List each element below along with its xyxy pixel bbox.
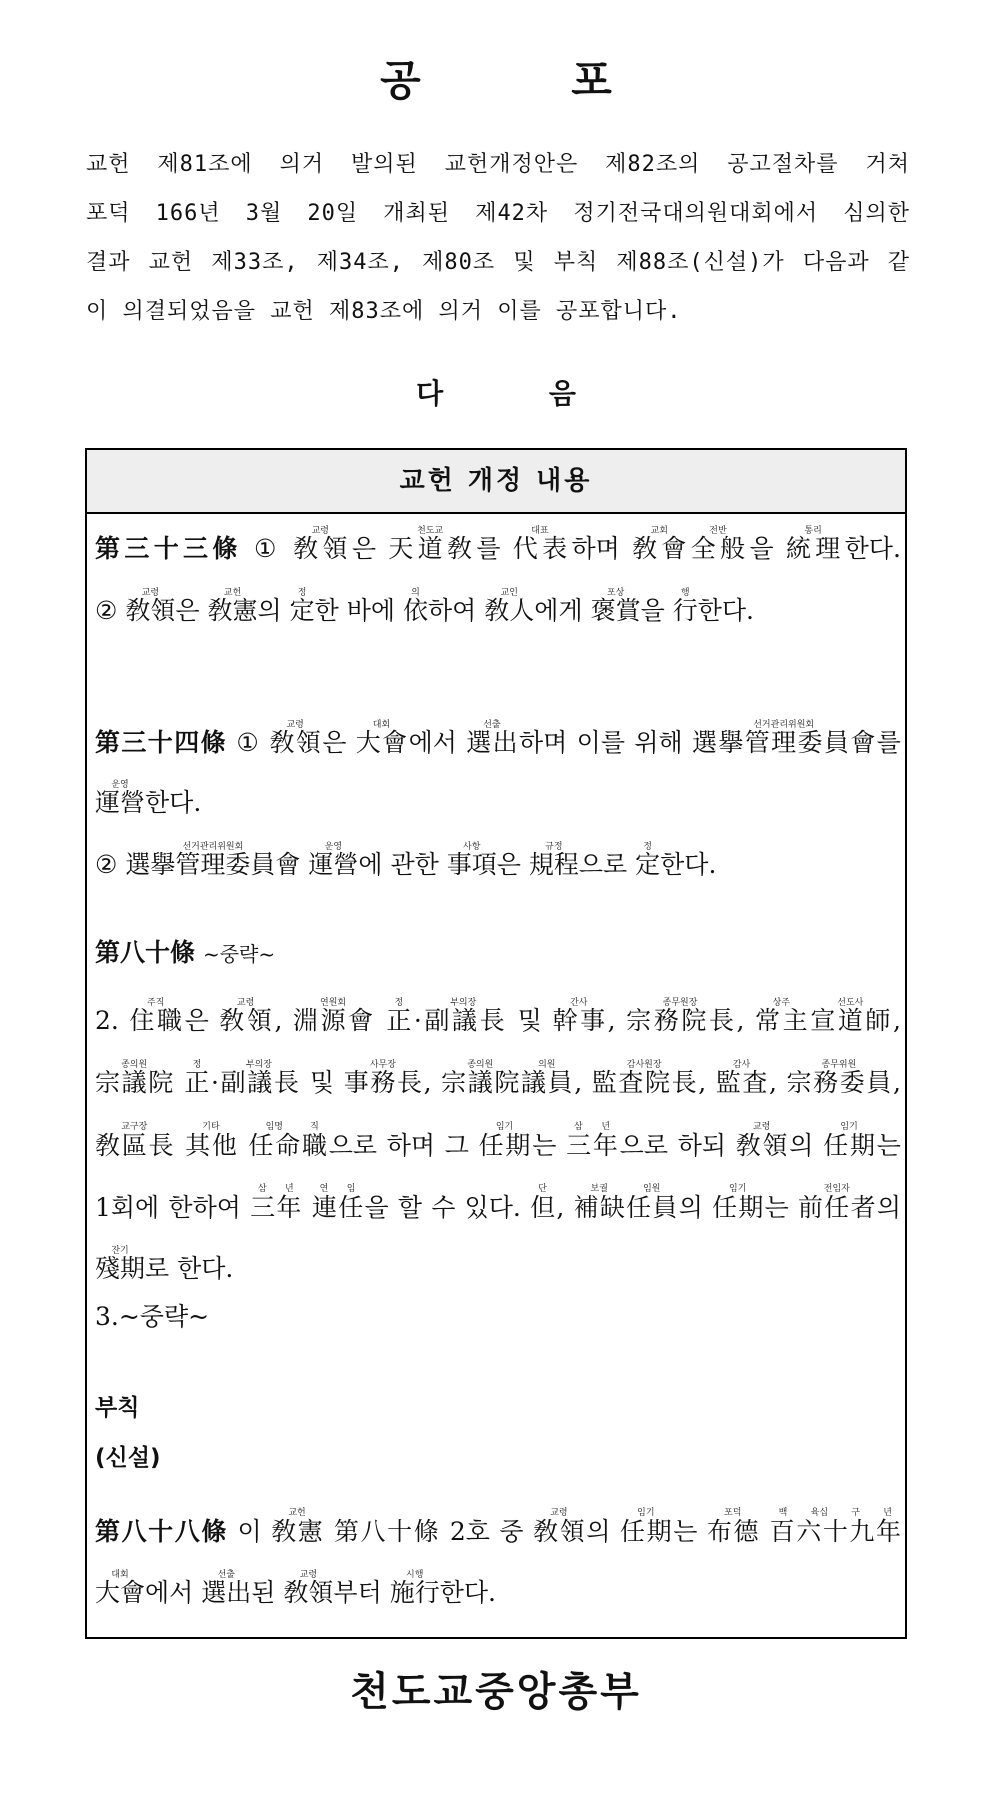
article-34-line-1: 第三十四條 ① 敎領교령은 大會대회에서 選出선출하며 이를 위해 選擧管理委員會선거관리위원회를 bbox=[95, 720, 901, 757]
article-34-heading: 第三十四條 bbox=[95, 728, 227, 757]
amendment-box-header: 교헌 개정 내용 bbox=[87, 450, 905, 514]
amendment-box bbox=[85, 448, 907, 1639]
supplementary-subheading: (신설) bbox=[95, 1445, 161, 1471]
article-88-heading: 第八十八條 bbox=[95, 1517, 228, 1546]
supplementary-heading: 부칙 bbox=[95, 1395, 140, 1421]
supplementary-heading-line bbox=[95, 1392, 901, 1423]
circled-number: ② bbox=[95, 850, 118, 879]
supplementary-subheading-line bbox=[95, 1442, 901, 1473]
intro-line: 이 의결되었음을 교헌 제83조에 의거 이를 공포합니다. bbox=[86, 299, 682, 324]
page-title: 공 포 bbox=[380, 56, 680, 105]
subtitle: 다 음 bbox=[416, 377, 624, 410]
article-80-line-6: 3.~중략~ bbox=[95, 1302, 210, 1331]
article-80-line-3: 敎區長교구장 其他기타 任命임명職직으로 하며 그 任期임기는 三年삼 년으로 하되 敎領교령의 任期임기는 bbox=[95, 1122, 901, 1160]
intro-line: 포덕 166년 3월 20일 개최된 제42차 정기전국대의원대회에서 심의한 bbox=[86, 201, 910, 226]
intro-paragraph bbox=[86, 140, 910, 336]
article-34-line-2: 運營운영한다. bbox=[95, 780, 202, 817]
article-80-line-2: 宗議院종의원 正정·副議長부의장 및 事務長사무장, 宗議院종의원議員의원, 監査院長감사원장, 監査감사, 宗務委員종무위원, bbox=[95, 1060, 901, 1097]
article-80-heading-line bbox=[95, 938, 901, 969]
article-80-line-1: 2. 住職주직은 敎領교령, 淵源會연원회 正정·副議長부의장 및 幹事간사, 宗務院長종무원장, 常主상주宣道師선도사, bbox=[95, 998, 901, 1035]
article-80-heading: 第八十條 bbox=[95, 938, 196, 967]
article-88-line-2: 大會대회에서 選出선출된 敎領교령부터 施行시행한다. bbox=[95, 1570, 496, 1607]
circled-number: ② bbox=[95, 596, 118, 625]
circled-number: ① bbox=[254, 534, 281, 563]
issuer-signature: 천도교중앙총부 bbox=[350, 1668, 642, 1715]
article-34-line-3: ② 選擧管理委員會선거관리위원회 運營운영에 관한 事項사항은 規程규정으로 定정한다. bbox=[95, 842, 717, 879]
article-80-line-5: 殘期잔기로 한다. bbox=[95, 1246, 234, 1283]
article-80-line-4: 1회에 한하여 三年삼 년 連任연 임을 할 수 있다. 但단, 補缺보궐任員임원의 任期임기는 前任者전임자의 bbox=[95, 1184, 902, 1222]
article-33-line-1: 第三十三條 ① 敎領교령은 天道敎천도교를 代表대표하며 敎會교회全般전반을 統理통리한다. bbox=[95, 526, 901, 563]
article-33-heading: 第三十三條 bbox=[95, 534, 242, 563]
circled-number: ① bbox=[236, 728, 261, 757]
intro-line: 결과 교헌 제33조, 제34조, 제80조 및 부칙 제88조(신설)가 다음과 같 bbox=[86, 250, 910, 275]
intro-line: 교헌 제81조에 의거 발의된 교헌개정안은 제82조의 공고절차를 거쳐 bbox=[86, 152, 910, 177]
article-88-line-1: 第八十八條 이 敎憲교헌 第八十條 2호 중 敎領교령의 任期임기는 布德포덕 百六十九年백 육십 구 년 bbox=[95, 1508, 901, 1546]
article-33-line-2: ② 敎領교령은 敎憲교헌의 定정한 바에 依의하여 敎人교인에게 褒賞포상을 行행한다. bbox=[95, 588, 754, 625]
omission-mark: ~중략~ bbox=[202, 942, 276, 966]
